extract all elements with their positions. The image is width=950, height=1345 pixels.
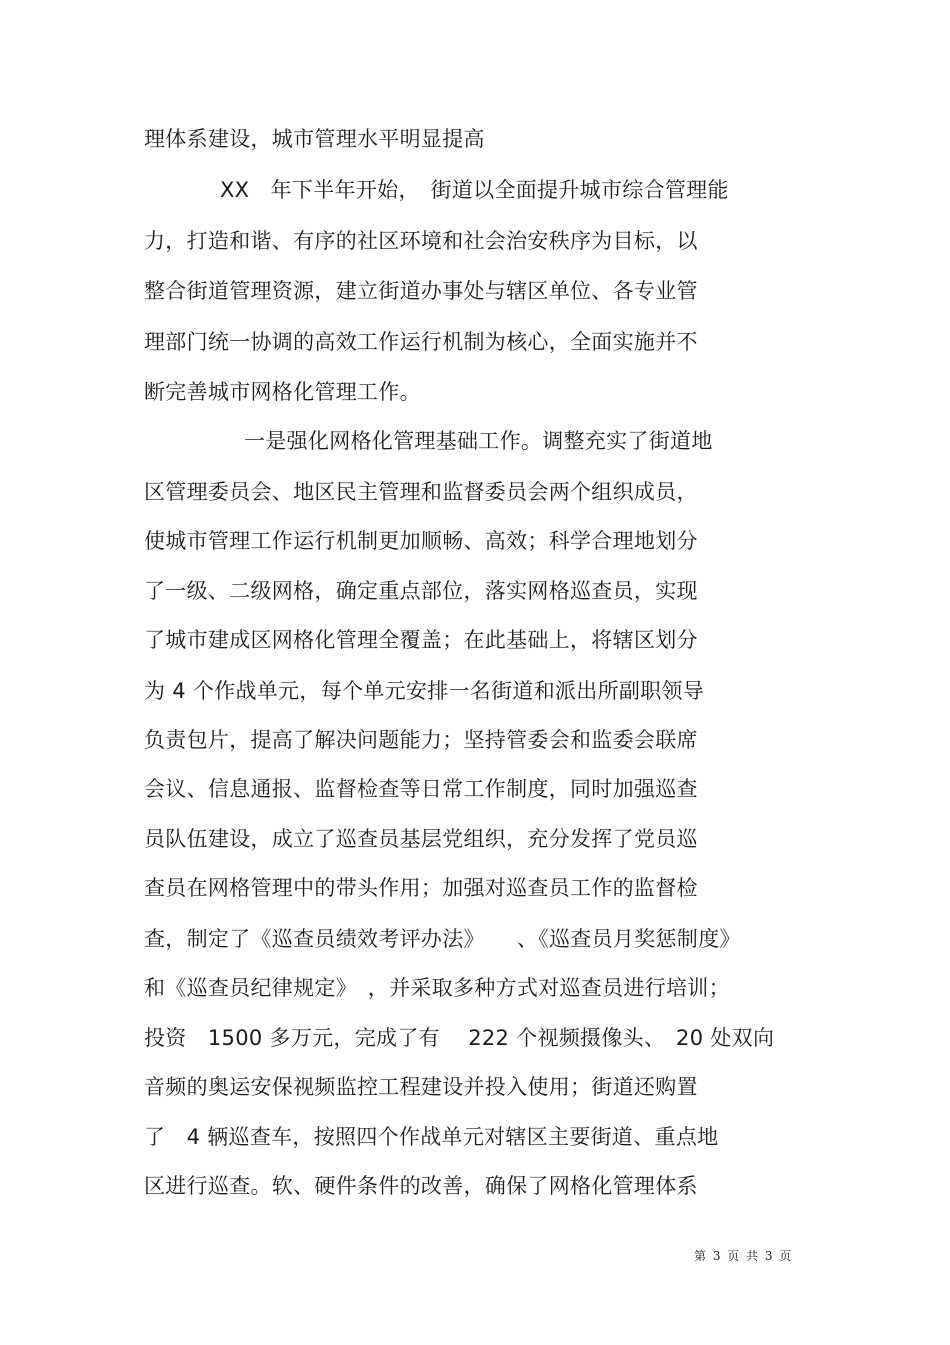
text-line: 理部门统一协调的高效工作运行机制为核心，全面实施并不 — [144, 330, 698, 354]
page-number-footer: 第 3 页 共 3 页 — [694, 1249, 792, 1263]
text-line: 员队伍建设，成立了巡查员基层党组织，充分发挥了党员巡 — [144, 827, 698, 851]
text-line: 为 4 个作战单元，每个单元安排一名街道和派出所副职领导 — [144, 679, 705, 703]
text-line: 了 4 辆巡查车，按照四个作战单元对辖区主要街道、重点地 — [144, 1125, 719, 1149]
text-line: 和《巡查员纪律规定》 ，并采取多种方式对巡查员进行培训； — [144, 976, 730, 1000]
text-line: 整合街道管理资源，建立街道办事处与辖区单位、各专业管 — [144, 279, 698, 303]
text-line: 区进行巡查。软、硬件条件的改善，确保了网格化管理体系 — [144, 1174, 698, 1198]
text-line: 断完善城市网格化管理工作。 — [144, 380, 421, 404]
text-line: 查，制定了《巡查员绩效考评办法》 、《巡查员月奖惩制度》 — [144, 927, 741, 951]
text-line: 力，打造和谐、有序的社区环境和社会治安秩序为目标，以 — [144, 229, 698, 253]
text-line: 一是强化网格化管理基础工作。调整充实了街道地 — [244, 429, 713, 453]
text-line: 会议、信息通报、监督检查等日常工作制度，同时加强巡查 — [144, 777, 698, 801]
text-line: 查员在网格管理中的带头作用；加强对巡查员工作的监督检 — [144, 876, 698, 900]
text-line: XX 年下半年开始， 街道以全面提升城市综合管理能 — [220, 178, 729, 202]
text-line: 理体系建设，城市管理水平明显提高 — [144, 127, 485, 151]
text-line: 区管理委员会、地区民主管理和监督委员会两个组织成员， — [144, 480, 698, 504]
text-line: 了一级、二级网格，确定重点部位，落实网格巡查员，实现 — [144, 579, 698, 603]
text-line: 负责包片，提高了解决问题能力；坚持管委会和监委会联席 — [144, 728, 698, 752]
text-line: 了城市建成区网格化管理全覆盖；在此基础上，将辖区划分 — [144, 628, 698, 652]
text-line: 使城市管理工作运行机制更加顺畅、高效；科学合理地划分 — [144, 529, 698, 553]
text-line: 投资 1500 多万元，完成了有 222 个视频摄像头、 20 处双向 — [144, 1026, 775, 1050]
text-line: 音频的奥运安保视频监控工程建设并投入使用；街道还购置 — [144, 1075, 698, 1099]
